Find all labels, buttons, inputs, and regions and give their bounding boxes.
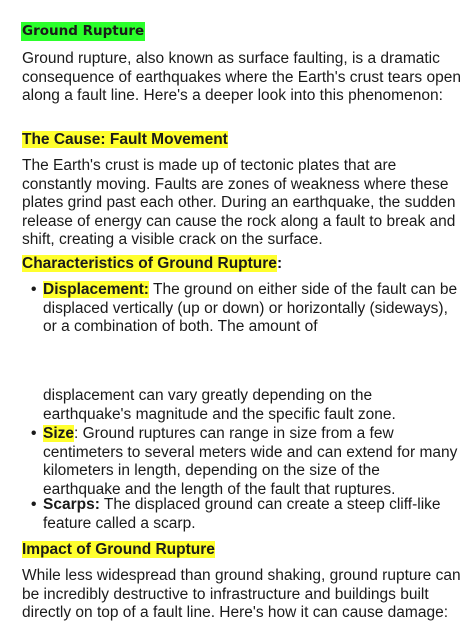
impact-paragraph: While less widespread than ground shaking, ground rupture can be incredibly destructive to infrastructure and buildings built directly on top of a fault line. Here's how it can cause damage: [22,567,461,621]
cause-heading [22,130,228,149]
size-text: : Ground ruptures can range in size from a few centimeters to several meters wide and can extend for many kilometers in length, depending on the size of the earthquake and the length of the fault that ruptures. [43,425,458,498]
impact-heading-text: Impact of Ground Rupture [22,541,215,558]
list-item-text [43,281,461,337]
cause-paragraph: The Earth's crust is made up of tectonic plates that are constantly moving. Faults are zones of weakness where these plates grind past each other. During an earthquake, the sudden release of energy can cause the rock along a fault to break and shift, creating a visible crack on the surface. [22,157,456,248]
list-item-text [43,425,461,499]
bullet-icon: • [31,425,37,442]
term-scarps: Scarps: [43,496,100,513]
impact-heading [22,540,215,559]
bullet-icon: • [31,496,37,513]
scarps-text: The displaced ground can create a steep cliff-like feature called a scarp. [43,496,441,532]
document-title: Ground Rupture [22,23,145,39]
intro-paragraph: Ground rupture, also known as surface faulting, is a dramatic consequence of earthquakes where the Earth's crust tears open along a fault line. Here's a deeper look into this phenomenon: [22,50,461,104]
characteristics-heading-colon: : [276,255,283,272]
characteristics-heading-text: Characteristics of Ground Rupture [22,255,277,272]
term-displacement: Displacement: [43,281,149,298]
displacement-text-part2: displacement can vary greatly depending on the earthquake's magnitude and the specific fault zone. [43,387,396,423]
characteristics-heading [22,254,282,273]
term-size: Size [43,425,75,442]
displacement-text-part1: The ground on either side of the fault can be displaced vertically (up or down) or horizontally (sideways), or a combination of both. The amount of [43,281,458,335]
list-item-text [43,496,461,533]
cause-heading-text: The Cause: Fault Movement [22,131,228,148]
bullet-icon: • [31,281,37,298]
